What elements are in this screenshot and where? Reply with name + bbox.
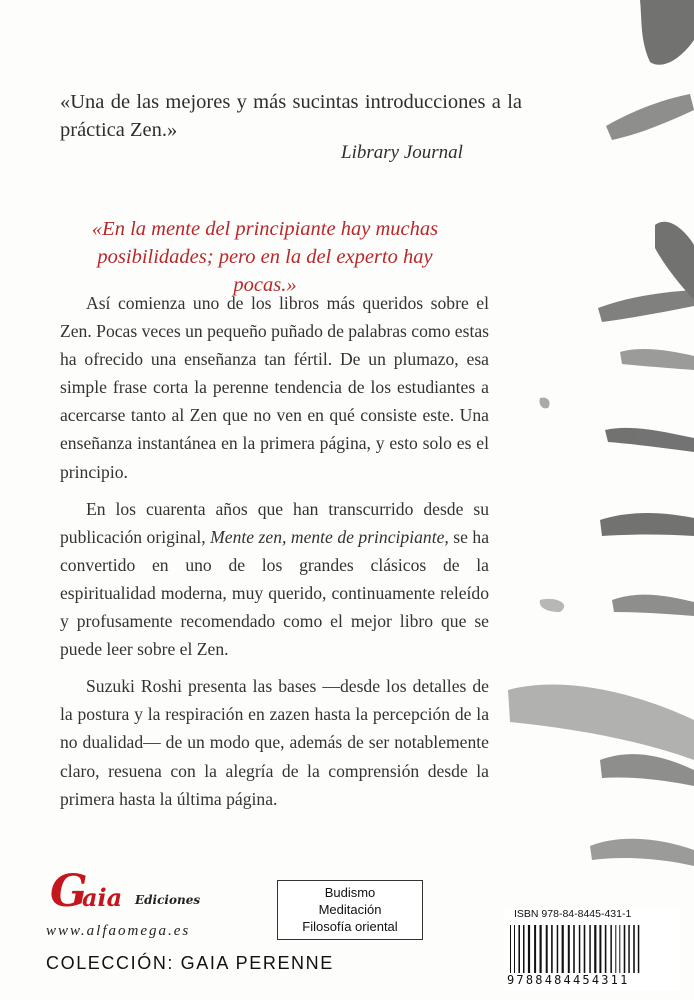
barcode-bar (523, 925, 525, 973)
barcode-bar (633, 925, 635, 973)
back-cover-description (60, 289, 489, 822)
review-quote: «Una de las mejores y más sucintas introducciones a la práctica Zen.» (60, 91, 522, 141)
description-paragraph-2 (60, 495, 489, 664)
barcode-bar (514, 925, 515, 973)
category-item: Filosofía oriental (302, 919, 398, 934)
logo-suffix: Ediciones (135, 893, 201, 907)
category-box (277, 880, 423, 940)
isbn-label: ISBN 978-84-8445-431-1 (514, 908, 632, 920)
barcode-bar (528, 925, 530, 973)
barcode-bar (638, 925, 640, 973)
paragraph-2-end: se ha convertido en uno de los grandes clásicos de la espiritualidad moderna, muy querido, continuamente releído y profusamente recomendado como el mejor libro que se puede leer sobre el Zen. (60, 526, 489, 660)
barcode-bar (546, 925, 548, 973)
barcode-bar (551, 925, 553, 973)
barcode-bar (562, 925, 564, 973)
barcode-bar (605, 925, 607, 973)
publisher-website: www.alfaomega.es (46, 923, 191, 939)
barcode-bar (534, 925, 536, 973)
barcode-bar (594, 925, 596, 973)
barcode-digits: 9788484454311 (507, 973, 630, 987)
epigraph-quote (65, 215, 465, 299)
barcode-bar (628, 925, 630, 973)
barcode-bar (589, 925, 591, 973)
description-paragraph-3: Suzuki Roshi presenta las bases —desde los detalles de la postura y la respiración en zazen hasta la percepción de la no dualidad— de un modo que, además de ser notablemente claro, resuena con la alegría de la comprensión desde la primera hasta la última página. (60, 676, 489, 809)
paragraph-2-start: En los cuarenta años que han transcurrido desde su publicación original, (60, 498, 489, 547)
category-item: Budismo (324, 885, 376, 900)
description-paragraph-1: Así comienza uno de los libros más queridos sobre el Zen. Pocas veces un pequeño puñado de palabras como estas ha ofrecido una enseñanza tan fértil. De un plumazo, esa simple frase corta la perenne tendencia de los estudiantes a acercarse tanto al Zen que no ven en qué consiste este. Una enseñanza instantánea en la primera página, y esto solo es el principio. (60, 293, 489, 482)
barcode-bar (557, 925, 559, 973)
barcode-bar (540, 925, 542, 973)
collection-name: COLECCIÓN: GAIA PERENNE (46, 953, 334, 973)
barcode-bar (584, 925, 586, 973)
book-title: Mente zen, mente de principiante, (210, 526, 449, 547)
barcode-bar (624, 925, 626, 973)
barcode-bar (615, 925, 616, 973)
barcode-bar (568, 925, 570, 973)
barcode-bar (610, 925, 612, 973)
logo-initial: G (50, 866, 88, 917)
barcode-bar (599, 925, 601, 973)
epigraph-line-2: posibilidades; pero en la del experto hay pocas.» (97, 246, 433, 296)
barcode-bar (518, 925, 520, 973)
barcode-bar (619, 925, 620, 973)
category-item: Meditación (318, 902, 382, 917)
logo-word: aia (82, 883, 123, 912)
epigraph-line-1: «En la mente del principiante hay muchas (91, 218, 439, 240)
barcode-bars (506, 925, 678, 973)
barcode-bar (510, 925, 511, 973)
barcode-bar (573, 925, 575, 973)
isbn-barcode (504, 907, 680, 990)
review-source: Library Journal (341, 142, 463, 163)
barcode-bar (579, 925, 581, 973)
